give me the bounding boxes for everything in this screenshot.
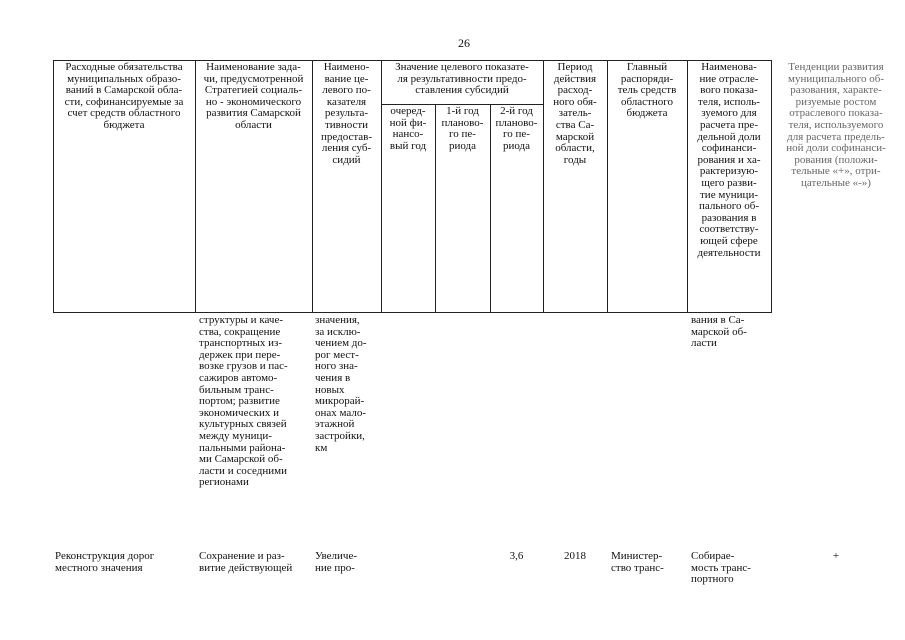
text-line: ласти и соседними <box>199 464 287 477</box>
text-line: щего разви- <box>701 176 757 189</box>
text-line: культурных связей <box>199 418 287 431</box>
text-line: риода <box>448 139 477 152</box>
header-target-indicator <box>314 62 379 166</box>
text-line: ной фи- <box>389 116 427 129</box>
header-sector-indicator <box>689 62 769 259</box>
text-line: но - экономического <box>205 95 302 108</box>
text-line: между муници- <box>199 429 272 442</box>
text-line: ство транс- <box>611 561 664 574</box>
text-line: разования в <box>701 211 757 224</box>
text-line: вания в Са- <box>691 314 745 326</box>
text-line: рактеризую- <box>699 165 759 178</box>
text-line: очеред- <box>390 105 426 117</box>
text-line: бильным транс- <box>199 383 274 396</box>
text-line: ми Самарской об- <box>199 453 283 466</box>
text-line: разования, характе- <box>790 84 882 97</box>
text-line: рования и ха- <box>697 153 761 166</box>
text-line: км <box>315 441 328 454</box>
text-line: онах мало- <box>315 406 367 419</box>
text-line: планово- <box>495 116 538 129</box>
header-development-trends <box>773 62 899 190</box>
text-line: ющей сфере <box>700 234 758 247</box>
text-line: Главный <box>626 61 668 73</box>
text-line: Наименова- <box>701 61 757 73</box>
text-line: вание це- <box>324 72 369 85</box>
row-value-planning-year-2: 3,6 <box>509 550 524 562</box>
text-line: ства, сокращение <box>199 325 281 338</box>
continuation-sector-indicator <box>691 315 771 350</box>
text-line: 2-й год <box>500 105 533 117</box>
row-expenditure-obligation <box>55 551 193 574</box>
text-line: распоряди- <box>620 72 674 85</box>
text-line: зуемого для <box>701 107 757 120</box>
text-line: рог мест- <box>315 348 359 361</box>
header-expenditure-obligations <box>55 62 193 132</box>
text-line: местного значения <box>55 561 143 574</box>
text-line: экономических и <box>199 406 279 419</box>
text-line: левого по- <box>322 84 371 97</box>
text-line: действия <box>553 72 597 85</box>
text-line: мость транс- <box>691 561 751 574</box>
text-line: портом; развитие <box>199 395 280 408</box>
header-planning-year-2 <box>492 106 541 152</box>
text-line: ства Са- <box>555 118 595 131</box>
text-line: значения, <box>315 314 360 326</box>
text-line: расчета пре- <box>700 118 758 131</box>
header-period <box>545 62 605 166</box>
text-line: структуры и каче- <box>199 314 284 326</box>
text-line: этажной <box>315 418 355 431</box>
row-period: 2018 <box>564 550 586 562</box>
text-line: пальными района- <box>199 441 286 454</box>
text-line: затель- <box>558 107 592 120</box>
text-line: казателя <box>326 95 367 108</box>
text-line: ного обя- <box>553 95 597 108</box>
text-line: марской об- <box>691 325 747 338</box>
text-line: ласти <box>691 337 717 350</box>
text-line: ние отрасле- <box>699 72 759 85</box>
continuation-strategy-task <box>199 315 311 489</box>
text-line: пального об- <box>698 200 759 213</box>
text-line: ваний в Самарской обла- <box>65 84 183 97</box>
text-line: сидий <box>332 153 361 166</box>
text-line: Тенденции развития <box>788 61 884 73</box>
text-line: Увеличе- <box>315 550 358 562</box>
text-line: ние про- <box>315 561 355 574</box>
text-line: го пе- <box>449 128 476 141</box>
text-line: возке грузов и пас- <box>199 360 288 373</box>
text-line: цательные «-») <box>801 176 871 189</box>
text-line: области, <box>555 142 595 155</box>
text-line: дельной доли <box>697 130 761 143</box>
text-line: вый год <box>389 139 427 152</box>
text-line: Наименование зада- <box>206 61 301 73</box>
text-line: муниципальных образо- <box>67 72 181 85</box>
text-line: Реконструкция дорог <box>55 550 155 562</box>
row-trend: + <box>832 550 840 562</box>
text-line: соответству- <box>699 223 759 236</box>
text-line: развития Самарской <box>206 107 301 120</box>
header-indicator-value-group <box>383 62 541 97</box>
text-line: результа- <box>324 107 369 120</box>
text-line: чи, предусмотренной <box>203 72 304 85</box>
text-line: микрорай- <box>315 395 365 408</box>
text-line: тельные «+», отри- <box>791 165 881 178</box>
text-line: теля, исполь- <box>698 95 760 108</box>
text-line: деятельности <box>697 246 761 259</box>
text-line: Расходные обязательства <box>65 61 183 73</box>
text-line: Собирае- <box>691 550 735 562</box>
text-line: муниципального об- <box>787 72 884 85</box>
text-line: портного <box>691 573 734 586</box>
text-line: риода <box>502 139 531 152</box>
text-line: Стратегией социаль- <box>204 84 303 97</box>
header-strategy-task <box>197 62 310 132</box>
text-line: новых <box>315 383 345 396</box>
text-line: счет средств областного <box>67 107 181 120</box>
header-planning-year-1 <box>437 106 488 152</box>
text-line: чением до- <box>315 337 367 350</box>
text-line: отраслевого показа- <box>789 107 883 120</box>
text-line: застройки, <box>315 429 365 442</box>
text-line: нансо- <box>392 128 424 141</box>
text-line: бюджета <box>626 107 668 120</box>
text-line: тие муници- <box>700 188 758 201</box>
text-line: теля, используемого <box>788 118 884 131</box>
text-line: транспортных из- <box>199 337 283 350</box>
text-line: сти, софинансируемые за <box>64 95 184 108</box>
text-line: за исклю- <box>315 325 361 338</box>
text-line: планово- <box>441 116 484 129</box>
text-line: ля результативности предо- <box>397 72 527 85</box>
text-line: вого показа- <box>700 84 758 97</box>
text-line: областного <box>620 95 673 108</box>
row-sector-indicator <box>691 551 767 586</box>
row-strategy-task <box>199 551 311 574</box>
row-target-indicator <box>315 551 379 574</box>
row-chief-administrator <box>611 551 683 574</box>
text-line: Период <box>557 61 593 73</box>
header-current-year <box>383 106 433 152</box>
text-line: ной доли софинанси- <box>786 142 886 155</box>
text-line: ного зна- <box>315 360 358 373</box>
text-line: софинанси- <box>701 142 757 155</box>
text-line: предостав- <box>320 130 373 143</box>
text-line: бюджета <box>103 118 145 131</box>
text-line: ризуемые ростом <box>795 95 877 108</box>
text-line: рования (положи- <box>794 153 878 166</box>
text-line: Министер- <box>611 550 663 562</box>
text-line: чения в <box>315 371 351 384</box>
text-line: ления суб- <box>321 142 372 155</box>
text-line: го пе- <box>503 128 530 141</box>
text-line: регионами <box>199 476 249 489</box>
text-line: тивности <box>324 118 369 131</box>
header-chief-administrator <box>609 62 685 120</box>
text-line: для расчета предель- <box>787 130 885 143</box>
text-line: тель средств <box>617 84 677 97</box>
text-line: держек при пере- <box>199 348 281 361</box>
text-line: годы <box>563 153 587 166</box>
text-line: расход- <box>557 84 593 97</box>
page-number: 26 <box>458 36 470 50</box>
continuation-target-indicator <box>315 315 379 454</box>
text-line: Наимено- <box>323 61 370 73</box>
text-line: Сохранение и раз- <box>199 550 285 562</box>
text-line: Значение целевого показате- <box>395 61 529 73</box>
text-line: марской <box>555 130 595 143</box>
text-line: сажиров автомо- <box>199 371 278 384</box>
text-line: ставления субсидий <box>415 84 509 97</box>
text-line: области <box>235 118 272 131</box>
text-line: витие действующей <box>199 561 293 574</box>
text-line: 1-й год <box>446 105 479 117</box>
